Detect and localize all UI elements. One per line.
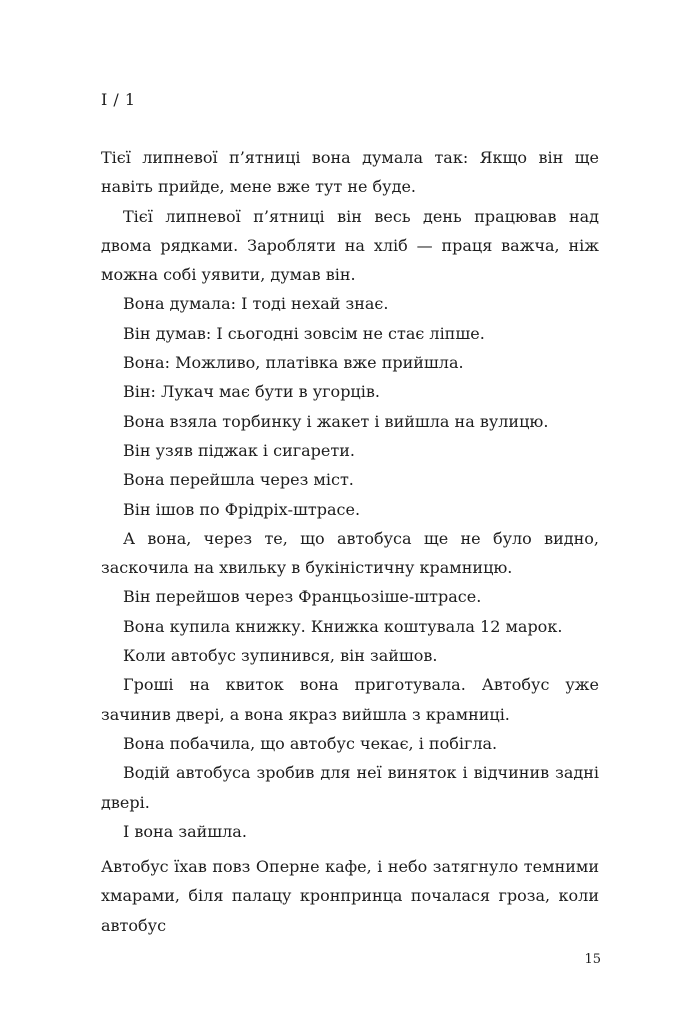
paragraph: Він узяв піджак і сигарети. (123, 440, 355, 460)
paragraph: Коли автобус зупинився, він зайшов. (123, 646, 438, 666)
chapter-heading: I / 1 (101, 90, 136, 109)
text-section-1 (101, 143, 599, 846)
paragraph: Автобус їхав повз Оперне кафе, і небо затягнуло темними хмарами, біля палацу кронпринца почалася гроза, коли автобус (101, 857, 599, 935)
paragraph: Вона купила книжку. Книжка коштувала 12 марок. (123, 616, 563, 636)
page-number: 15 (584, 952, 601, 967)
paragraph: Вона перейшла через міст. (123, 470, 354, 490)
paragraph: Він ішов по Фрідріх-штрасе. (123, 499, 361, 519)
paragraph: Вона думала: І тоді нехай знає. (123, 294, 389, 314)
paragraph: Вона взяла торбинку і жакет і вийшла на вулицю. (123, 411, 549, 431)
paragraph: Вона: Можливо, платівка вже прийшла. (123, 353, 464, 373)
paragraph: Водій автобуса зробив для неї виняток і відчинив задні двері. (101, 763, 599, 812)
paragraph: Тієї липневої п’ятниці він весь день працював над двома рядками. Заробляти на хліб — праця важча, ніж можна собі уявити, думав він. (101, 206, 599, 285)
paragraph: Вона побачила, що автобус чекає, і побігла. (123, 733, 498, 753)
text-section-2 (101, 852, 599, 940)
paragraph: А вона, через те, що автобуса ще не було видно, заскочила на хвильку в букіністичну крамницю. (101, 528, 599, 578)
paragraph: Тієї липневої п’ятниці вона думала так: Якщо він ще навіть прийде, мене вже тут не буде. (101, 148, 599, 197)
paragraph: Він: Лукач має бути в угорців. (123, 382, 380, 402)
paragraph: Він думав: І сьогодні зовсім не стає ліпше. (123, 323, 485, 343)
paragraph: І вона зайшла. (123, 821, 247, 841)
paragraph: Він перейшов через Францьозіше-штрасе. (123, 587, 482, 607)
paragraph: Гроші на квиток вона приготувала. Автобус уже зачинив двері, а вона якраз вийшла з крамниці. (101, 675, 599, 724)
